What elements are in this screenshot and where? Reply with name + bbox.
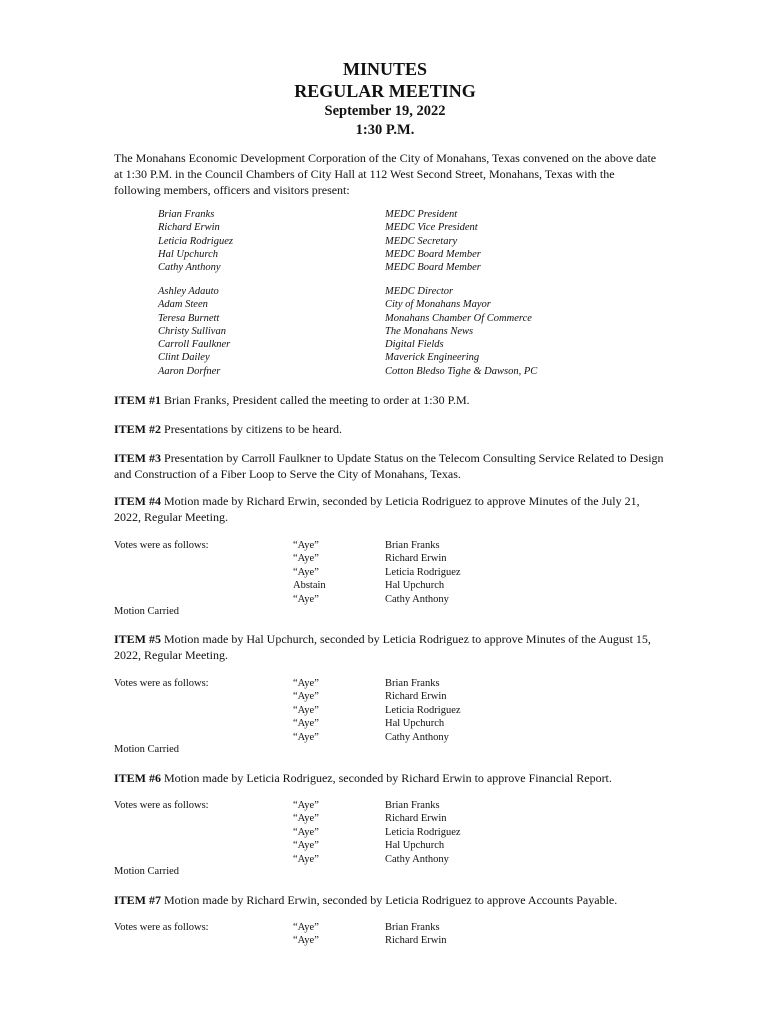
voter-name: Richard Erwin [385, 553, 447, 565]
motion-carried: Motion Carried [114, 606, 180, 617]
vote-value: “Aye” [293, 840, 319, 852]
vote-value: “Aye” [293, 540, 319, 551]
item-text: Motion made by Richard Erwin, seconded by Leticia Rodriguez to approve Minutes of the July 21, 2022, Regular Meeting. [114, 494, 640, 524]
agenda-item-7 [114, 892, 664, 908]
item-label: ITEM #4 [114, 494, 162, 508]
attendee-title: MEDC Board Member [385, 248, 481, 260]
agenda-item-2 [114, 421, 664, 437]
item-text: Motion made by Hal Upchurch, seconded by Leticia Rodriguez to approve Minutes of the August 15, 2022, Regular Meeting. [114, 632, 651, 662]
voter-name: Cathy Anthony [385, 593, 449, 605]
agenda-item-4 [114, 493, 664, 525]
attendee-name: Richard Erwin [158, 222, 220, 234]
votes-label: Votes were as follows: [114, 800, 209, 811]
voter-name: Cathy Anthony [385, 853, 449, 865]
voter-names [385, 799, 461, 866]
vote-value: “Aye” [293, 922, 319, 933]
voter-name: Leticia Rodriguez [385, 826, 461, 838]
vote-value: “Aye” [293, 691, 319, 703]
attendee-title: MEDC Director [385, 286, 454, 297]
attendee-name: Ashley Adauto [158, 286, 219, 297]
attendee-title: Cotton Bledso Tighe & Dawson, PC [385, 365, 538, 377]
attendee-name: Hal Upchurch [158, 248, 218, 260]
agenda-item-3 [114, 450, 664, 482]
attendee-title: MEDC Board Member [385, 262, 481, 274]
vote-values [293, 677, 319, 744]
item-label: ITEM #5 [114, 632, 162, 646]
voter-name: Leticia Rodriguez [385, 566, 461, 578]
item-text: Presentations by citizens to be heard. [164, 422, 342, 436]
attendee-title: MEDC Secretary [385, 235, 458, 247]
item-label: ITEM #6 [114, 771, 162, 785]
vote-value: “Aye” [293, 731, 319, 743]
attendee-name: Cathy Anthony [158, 262, 221, 274]
item-label: ITEM #3 [114, 451, 162, 465]
voter-name: Brian Franks [385, 800, 440, 811]
attendee-title: Maverick Engineering [385, 352, 480, 364]
attendee-name: Leticia Rodriguez [158, 235, 233, 247]
votes-label: Votes were as follows: [114, 922, 209, 933]
vote-value: “Aye” [293, 853, 319, 865]
vote-values [293, 539, 326, 606]
voter-names [385, 539, 461, 606]
voter-name: Richard Erwin [385, 691, 447, 703]
votes-label: Votes were as follows: [114, 540, 209, 551]
meeting-type: REGULAR MEETING [294, 81, 476, 101]
vote-value: “Aye” [293, 826, 319, 838]
voter-name: Brian Franks [385, 922, 440, 933]
attendee-title: Digital Fields [385, 339, 444, 351]
item-text: Motion made by Leticia Rodriguez, seconded by Richard Erwin to approve Financial Report. [164, 771, 612, 785]
attendee-title: The Monahans News [385, 325, 474, 337]
vote-values [293, 921, 319, 948]
item-text: Brian Franks, President called the meeting to order at 1:30 P.M. [164, 393, 470, 407]
motion-carried: Motion Carried [114, 866, 180, 877]
attendee-title: MEDC Vice President [385, 222, 478, 234]
vote-value: “Aye” [293, 800, 319, 811]
vote-value: “Aye” [293, 678, 319, 689]
agenda-item-5 [114, 631, 664, 663]
intro-paragraph: The Monahans Economic Development Corporation of the City of Monahans, Texas convened on the above date at 1:30 P.M. in the Council Chambers of City Hall at 112 West Second Street, Monahans, Texas with the following members, officers and visitors present: [114, 151, 657, 197]
voter-name: Leticia Rodriguez [385, 704, 461, 716]
voter-name: Richard Erwin [385, 813, 447, 825]
attendee-name: Brian Franks [158, 209, 215, 220]
meeting-date: September 19, 2022 [324, 103, 446, 119]
vote-value: “Aye” [293, 553, 319, 565]
voter-name: Brian Franks [385, 540, 440, 551]
voter-name: Richard Erwin [385, 935, 447, 947]
item-label: ITEM #1 [114, 393, 162, 407]
voter-name: Hal Upchurch [385, 580, 445, 592]
item-text: Motion made by Richard Erwin, seconded by Leticia Rodriguez to approve Accounts Payable. [164, 893, 618, 907]
vote-value: “Aye” [293, 704, 319, 716]
attendee-name: Aaron Dorfner [158, 365, 221, 377]
attendee-title: City of Monahans Mayor [385, 299, 491, 311]
attendee-name: Teresa Burnett [158, 312, 220, 324]
voter-name: Hal Upchurch [385, 718, 445, 730]
voter-name: Cathy Anthony [385, 731, 449, 743]
voter-name: Hal Upchurch [385, 840, 445, 852]
attendee-name: Clint Dailey [158, 352, 210, 364]
attendee-name: Christy Sullivan [158, 325, 226, 337]
voter-name: Brian Franks [385, 678, 440, 689]
vote-value: “Aye” [293, 935, 319, 947]
motion-carried: Motion Carried [114, 744, 180, 755]
vote-value: “Aye” [293, 566, 319, 578]
agenda-item-1 [114, 392, 664, 408]
voter-names [385, 921, 447, 948]
vote-value: “Aye” [293, 813, 319, 825]
attendee-name: Carroll Faulkner [158, 339, 231, 351]
vote-value: “Aye” [293, 593, 319, 605]
attendee-name: Adam Steen [158, 299, 208, 311]
minutes-header [0, 58, 770, 140]
attendee-title: Monahans Chamber Of Commerce [385, 312, 532, 324]
vote-value: “Aye” [293, 718, 319, 730]
vote-values [293, 799, 319, 866]
attendee-title: MEDC President [385, 209, 458, 220]
item-text: Presentation by Carroll Faulkner to Update Status on the Telecom Consulting Service Related to Design and Construction of a Fiber Loop to Serve the City of Monahans, Texas. [114, 451, 664, 481]
votes-label: Votes were as follows: [114, 678, 209, 689]
agenda-item-6 [114, 770, 664, 786]
doc-title: MINUTES [342, 59, 427, 79]
item-label: ITEM #2 [114, 422, 162, 436]
vote-value: Abstain [293, 580, 326, 592]
voter-names [385, 677, 461, 744]
item-label: ITEM #7 [114, 893, 162, 907]
meeting-time: 1:30 P.M. [355, 122, 415, 138]
